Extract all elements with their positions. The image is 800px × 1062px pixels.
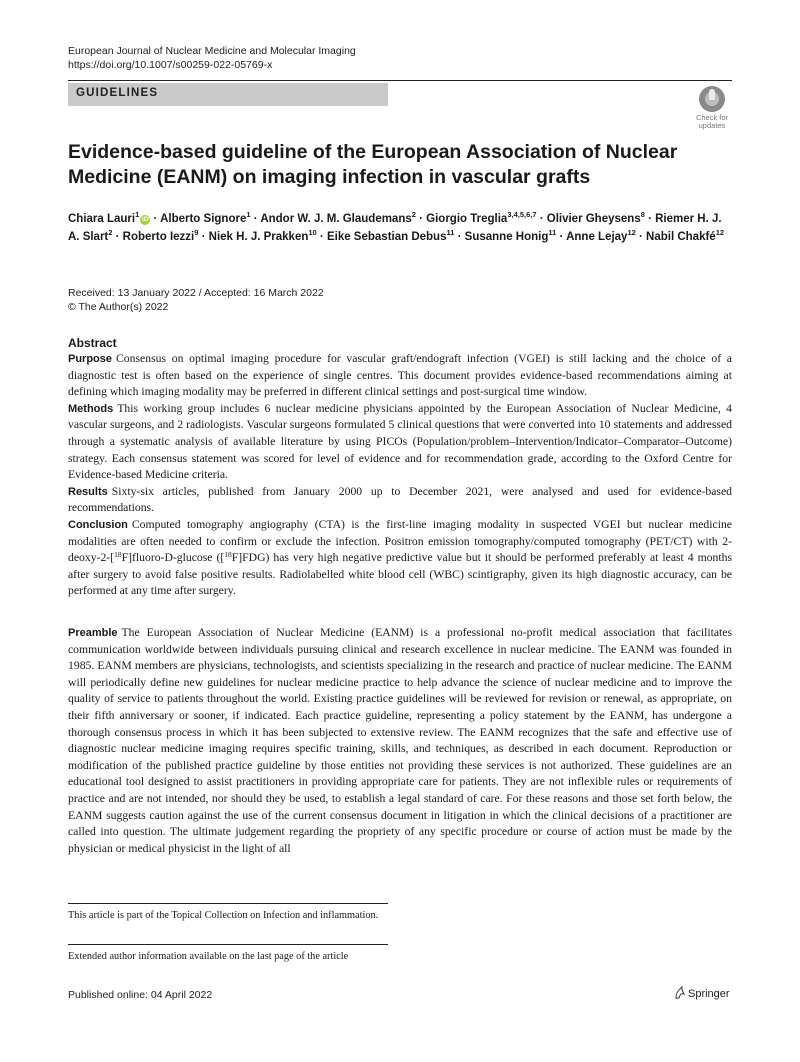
check-for-updates-icon — [699, 86, 725, 112]
author-affiliation: 10 — [308, 228, 317, 237]
abstract-body — [68, 351, 732, 600]
purpose-text: Consensus on optimal imaging procedure for vascular graft/endograft infection (VGEI) is still lacking and the choice of a diagnostic test is often based on the experience of single centres. This document provides evidence-based recommendations aiming at defining which imaging modality may be preferred in different clinical settings and post-surgical time window. — [68, 352, 732, 399]
author-list: Chiara Lauri$^1$iD · Alberto Signore$^1$ · Andor W. J. M. Glaudemans$^2$ · Giorgio Treglia$^{3,4,5,6,7}$ · Olivier Gheysens$^8$ · Riemer H. J. A. Slart$^2$ · Roberto Iezzi$^9$ · Niek H. J. Prakken$^{10}$ · Eike Sebastian Debus$^{11}$ · Susanne Honig$^{11}$ · Anne Lejay$^{12}$ · Nabil Chakfé$^{12}$ — [68, 210, 725, 243]
author-name[interactable]: Alberto Signore — [160, 213, 247, 225]
preamble-text: The European Association of Nuclear Medicine (EANM) is a professional no-profit medical association that facilitates communication worldwide between individuals pursuing clinical and research excellence in nuclear medicine. The EANM was founded in 1985. EANM members are physicians, technologists, and scientists specializing in the research and practice of nuclear medicine. The EANM will periodically define new guidelines for nuclear medicine practice to help advance the science of nuclear medicine and to improve the quality of service to patients throughout the world. Existing practice guidelines will be reviewed for revision or renewal, as appropriate, on their fifth anniversary or sooner, if indicated. Each practice guideline, representing a policy statement by the EANM, has undergone a thorough consensus process in which it has been subjected to extensive review. The EANM recognizes that the safe and effective use of diagnostic nuclear medicine imaging requires specific training, skills, and techniques, as described in each document. Reproduction or modification of the published practice guideline by those entities not providing these services is not authorized. These guidelines are an educational tool designed to assist practitioners in providing appropriate care for patients. They are not inflexible rules or requirements of practice and are not intended, nor should they be used, to establish a legal standard of care. For these reasons and those set forth below, the EANM suggests caution against the use of the current consensus document in litigation in which the clinical decisions of a practitioner are called into question. The ultimate judgement regarding the propriety of any specific procedure or course of action must be made by the physician or medical physicist in the light of all — [68, 626, 732, 855]
results-label: Results — [68, 485, 108, 498]
check-for-updates-label: Check for updates — [695, 113, 729, 130]
doi-link[interactable]: https://doi.org/10.1007/s00259-022-05769-x — [68, 59, 273, 71]
author-affiliation: 11 — [446, 228, 455, 237]
methods-text: This working group includes 6 nuclear medicine physicians appointed by the European Association of Nuclear Medicine, 4 vascular surgeons, and 2 radiologists. Vascular surgeons formulated 5 clinical questions that were converted into 10 statements and addressed through a systematic analysis of available literature by using PICOs (Population/problem–Intervention/Indicator–Comparator–Outcome) strategy. Each consensus statement was scored for level of evidence and for recommendation grade, according to the Oxford Centre for Evidence-based Medicine criteria. — [68, 401, 732, 482]
author-affiliation: 2 — [411, 210, 416, 219]
conclusion-text-b: F]fluoro-D-glucose ([ — [121, 551, 225, 565]
isotope-superscript: 18 — [224, 550, 232, 560]
journal-header — [68, 44, 356, 72]
author-name[interactable]: Susanne Honig — [464, 231, 549, 243]
extended-author-note: Extended author information available on the last page of the article — [68, 951, 349, 962]
abstract-conclusion — [68, 517, 732, 600]
header-rule — [68, 80, 732, 81]
conclusion-text-a: Computed tomography angiography (CTA) is the first-line imaging modality in suspected VGEI but nuclear medicine modalities are often needed to confirm or exclude the infection. Positron emission tomography/computed tomography (PET/CT) with 2-deoxy-2-[ — [68, 517, 732, 565]
author-affiliation: 3,4,5,6,7 — [507, 210, 537, 219]
article-dates — [68, 286, 324, 314]
received-accepted: Received: 13 January 2022 / Accepted: 16 March 2022 — [68, 287, 324, 299]
author-name[interactable]: Niek H. J. Prakken — [208, 231, 309, 243]
springer-horse-icon — [674, 986, 685, 999]
author-affiliation: 12 — [715, 228, 725, 237]
journal-name: European Journal of Nuclear Medicine and Molecular Imaging — [68, 45, 356, 57]
footnote-rule — [68, 944, 388, 945]
author-name[interactable]: Nabil Chakfé — [646, 231, 716, 243]
article-title: Evidence-based guideline of the European Association of Nuclear Medicine (EANM) on imaging infection in vascular grafts — [68, 141, 678, 188]
author-affiliation: 11 — [548, 228, 557, 237]
springer-label: Springer — [688, 988, 730, 1000]
author-name[interactable]: Riemer H. J. A. Slart — [68, 213, 722, 243]
conclusion-text-c: F]FDG) has very high negative predictive value but it should be performed preferably at least 4 months after surgery to avoid false positive results. Radiolabelled white blood cell (WBC) scintigraphy, given its high diagnostic accuracy, can be performed at any time after surgery. — [68, 551, 732, 598]
purpose-label: Purpose — [68, 353, 113, 365]
abstract-results — [68, 484, 732, 517]
abstract-purpose — [68, 351, 732, 401]
author-affiliation: 2 — [108, 228, 113, 237]
author-name[interactable]: Roberto Iezzi — [122, 231, 195, 243]
author-affiliation: 1 — [135, 210, 140, 219]
copyright: © The Author(s) 2022 — [68, 301, 169, 313]
preamble — [68, 625, 732, 857]
author-name[interactable]: Olivier Gheysens — [546, 213, 641, 225]
author-name[interactable]: Eike Sebastian Debus — [326, 231, 447, 243]
author-affiliation: 9 — [194, 228, 199, 237]
published-online: Published online: 04 April 2022 — [68, 989, 213, 1001]
preamble-label: Preamble — [68, 627, 118, 639]
methods-label: Methods — [68, 402, 114, 415]
abstract-heading: Abstract — [68, 336, 117, 350]
abstract-methods — [68, 401, 732, 484]
results-text: Sixty-six articles, published from January 2000 up to December 2021, were analysed and used for evidence-based recommendations. — [68, 484, 732, 515]
author-name[interactable]: Andor W. J. M. Glaudemans — [260, 213, 412, 225]
author-name[interactable]: Chiara Lauri — [68, 213, 136, 225]
author-affiliation: 8 — [640, 210, 645, 219]
orcid-icon[interactable]: iD — [142, 216, 149, 223]
footnote-rule — [68, 903, 388, 904]
author-name[interactable]: Anne Lejay — [566, 231, 628, 243]
topical-collection-note: This article is part of the Topical Collection on Infection and inflammation. — [68, 910, 379, 921]
author-name[interactable]: Giorgio Treglia — [426, 213, 508, 225]
section-label: GUIDELINES — [76, 87, 159, 99]
author-affiliation: 1 — [246, 210, 251, 219]
springer-logo — [674, 986, 730, 1000]
check-for-updates-button[interactable] — [689, 86, 735, 128]
author-affiliation: 12 — [627, 228, 636, 237]
isotope-superscript: 18 — [114, 550, 122, 560]
conclusion-label: Conclusion — [68, 518, 128, 531]
